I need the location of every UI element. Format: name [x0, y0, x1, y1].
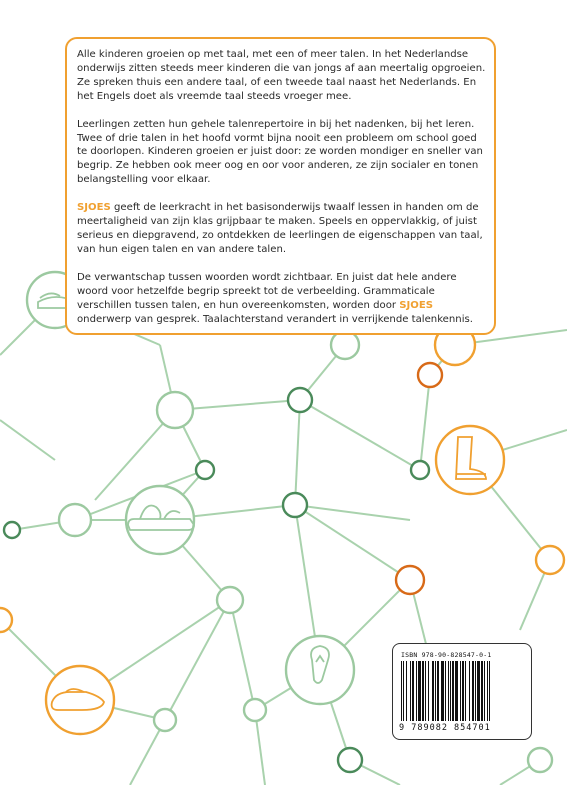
node-light-green [126, 486, 194, 554]
paragraph-4-end: onderwerp van gesprek. Taalachterstand verandert in verrijkende talenkennis. [77, 313, 473, 325]
node-dark-green [196, 461, 214, 479]
node-orange [0, 608, 12, 632]
paragraph-3-text: geeft de leerkracht in het basisonderwijs twaalf lessen in handen om de meertaligheid van zijn klas grijpbaar te maken. Speels en oppervlakkig, of juist serieus en diepgravend, zo ontdekken de leerlingen de eigenschappen van taal, van hun eigen talen en van andere talen. [77, 202, 483, 255]
node-dark-green [411, 461, 429, 479]
node-light-green [244, 699, 266, 721]
paragraph-4 [77, 271, 486, 327]
node-dark-green [338, 748, 362, 772]
node-dark-green [4, 522, 20, 538]
isbn-label: ISBN 978-90-828547-0-1 [401, 651, 492, 659]
brand-name: SJOES [399, 299, 434, 311]
paragraph-2: Leerlingen zetten hun gehele talenrepertoire in bij het nadenken, bij het leren. Twee of drie talen in het hoofd vormt bijna nooit een probleem om school goed te doorlopen. Kinderen groeien er juist door: ze worden mondiger en sneller van begrip. Ze hebben ook meer oog en oor voor anderen, ze zijn socialer en tonen belangstelling voor elkaar. [77, 118, 483, 186]
node-orange [536, 546, 564, 574]
node-light-green [59, 504, 91, 536]
node-orange [46, 666, 114, 734]
node-dark-orange [418, 363, 442, 387]
node-dark-green [288, 388, 312, 412]
node-light-green [157, 392, 193, 428]
paragraph-1: Alle kinderen groeien op met taal, met een of meer talen. In het Nederlandse onderwijs zitten steeds meer kinderen die van jongs af aan meertalig opgroeien. Ze spreken thuis een andere taal, of een tweede taal naast het Nederlands. En het Engels doet als vreemde taal steeds vroeger mee. [77, 49, 486, 102]
node-light-green [528, 748, 552, 772]
intro-text-box [65, 37, 496, 335]
barcode-panel [392, 643, 532, 740]
node-dark-green [283, 493, 307, 517]
paragraph-3 [77, 201, 486, 257]
ean-digits: 9 789082 854701 [399, 723, 491, 733]
node-light-green [154, 709, 176, 731]
paragraph-4-start: De verwantschap tussen woorden wordt zichtbaar. En juist dat hele andere woord voor hetzelfde begrip spreekt tot de verbeelding. Grammaticale verschillen tussen talen, en hun overeenkomsten, worden door [77, 271, 457, 311]
brand-name: SJOES [77, 202, 111, 214]
node-dark-orange [396, 566, 424, 594]
barcode-bars [401, 661, 525, 721]
node-light-green [331, 331, 359, 359]
node-light-green [217, 587, 243, 613]
